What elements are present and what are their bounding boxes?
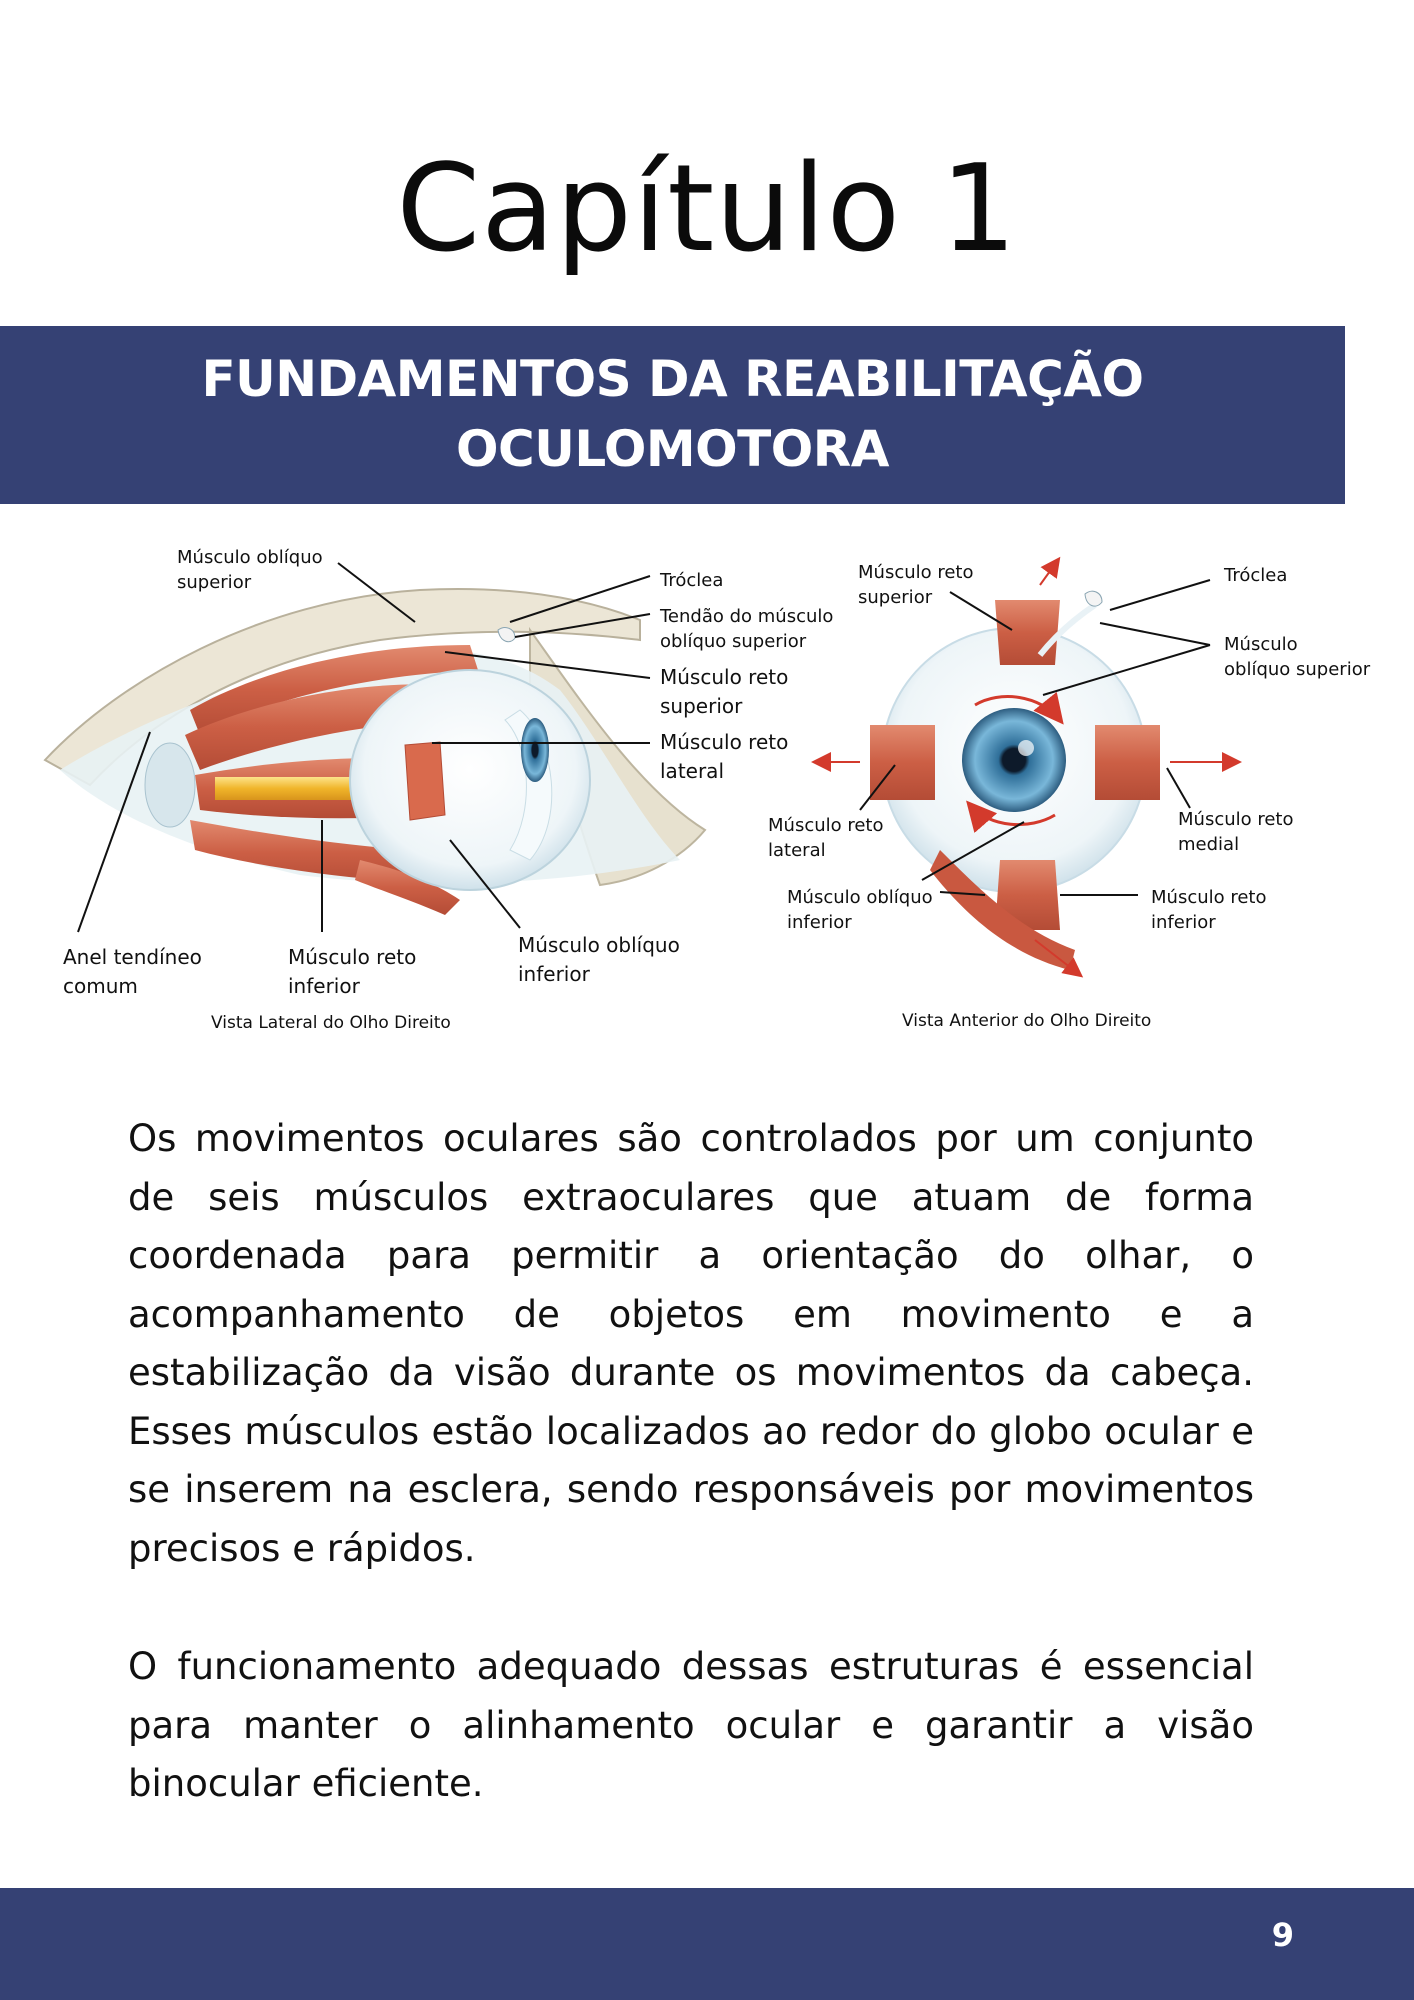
label-anterior-reto-medial: Músculo reto medial (1178, 809, 1294, 855)
caption-anterior-view: Vista Anterior do Olho Direito (902, 1011, 1152, 1031)
body-paragraph-1: Os movimentos oculares são controlados por um conjunto de seis músculos extraoculares que atuam de forma coordenada para permitir a orientação do olhar, o acompanhamento de objetos em movimento e a estabilização da visão durante os movimentos da cabeça. Esses músculos estão localizados ao redor do globo ocular e se inserem na esclera, sendo responsáveis por movimentos precisos e rápidos. (128, 1117, 1254, 1570)
eye-muscles-figure (0, 530, 1414, 1050)
label-anterior-obliquo-inferior: Músculo oblíquo inferior (787, 887, 933, 933)
label-anterior-reto-superior: Músculo reto superior (858, 562, 974, 608)
body-paragraph-2: O funcionamento adequado dessas estruturas é essencial para manter o alinhamento ocular e garantir a visão binocular eficiente. (128, 1645, 1254, 1805)
subtitle-line-2: OCULOMOTORA (456, 420, 889, 478)
chapter-banner (0, 326, 1345, 504)
lateral-view-illustration (45, 589, 705, 915)
label-anterior-reto-inferior: Músculo reto inferior (1151, 887, 1267, 933)
label-lateral-tendao: Tendão do músculo oblíquo superior (660, 606, 834, 652)
chapter-title: Capítulo 1 (396, 140, 1018, 279)
label-lateral-reto-lateral: Músculo reto lateral (660, 730, 789, 783)
subtitle-line-1: FUNDAMENTOS DA REABILITAÇÃO (201, 350, 1144, 408)
label-anterior-obliquo-superior: Músculo oblíquo superior (1224, 634, 1371, 680)
label-lateral-anel-tendineo: Anel tendíneo comum (63, 945, 202, 998)
label-lateral-obliquo-inferior: Músculo oblíquo inferior (518, 933, 680, 986)
label-anterior-troclea: Tróclea (1224, 565, 1288, 586)
label-lateral-reto-superior: Músculo reto superior (660, 665, 789, 718)
chapter-subtitle (0, 344, 1345, 484)
label-anterior-reto-lateral: Músculo reto lateral (768, 815, 884, 861)
caption-lateral-view: Vista Lateral do Olho Direito (211, 1013, 451, 1033)
label-lateral-troclea: Tróclea (660, 570, 724, 591)
label-lateral-reto-inferior: Músculo reto inferior (288, 945, 417, 998)
page-footer (0, 1888, 1414, 2000)
page-number: 9 (1271, 1916, 1294, 1954)
label-lateral-obliquo-superior: Músculo oblíquo superior (177, 547, 323, 593)
